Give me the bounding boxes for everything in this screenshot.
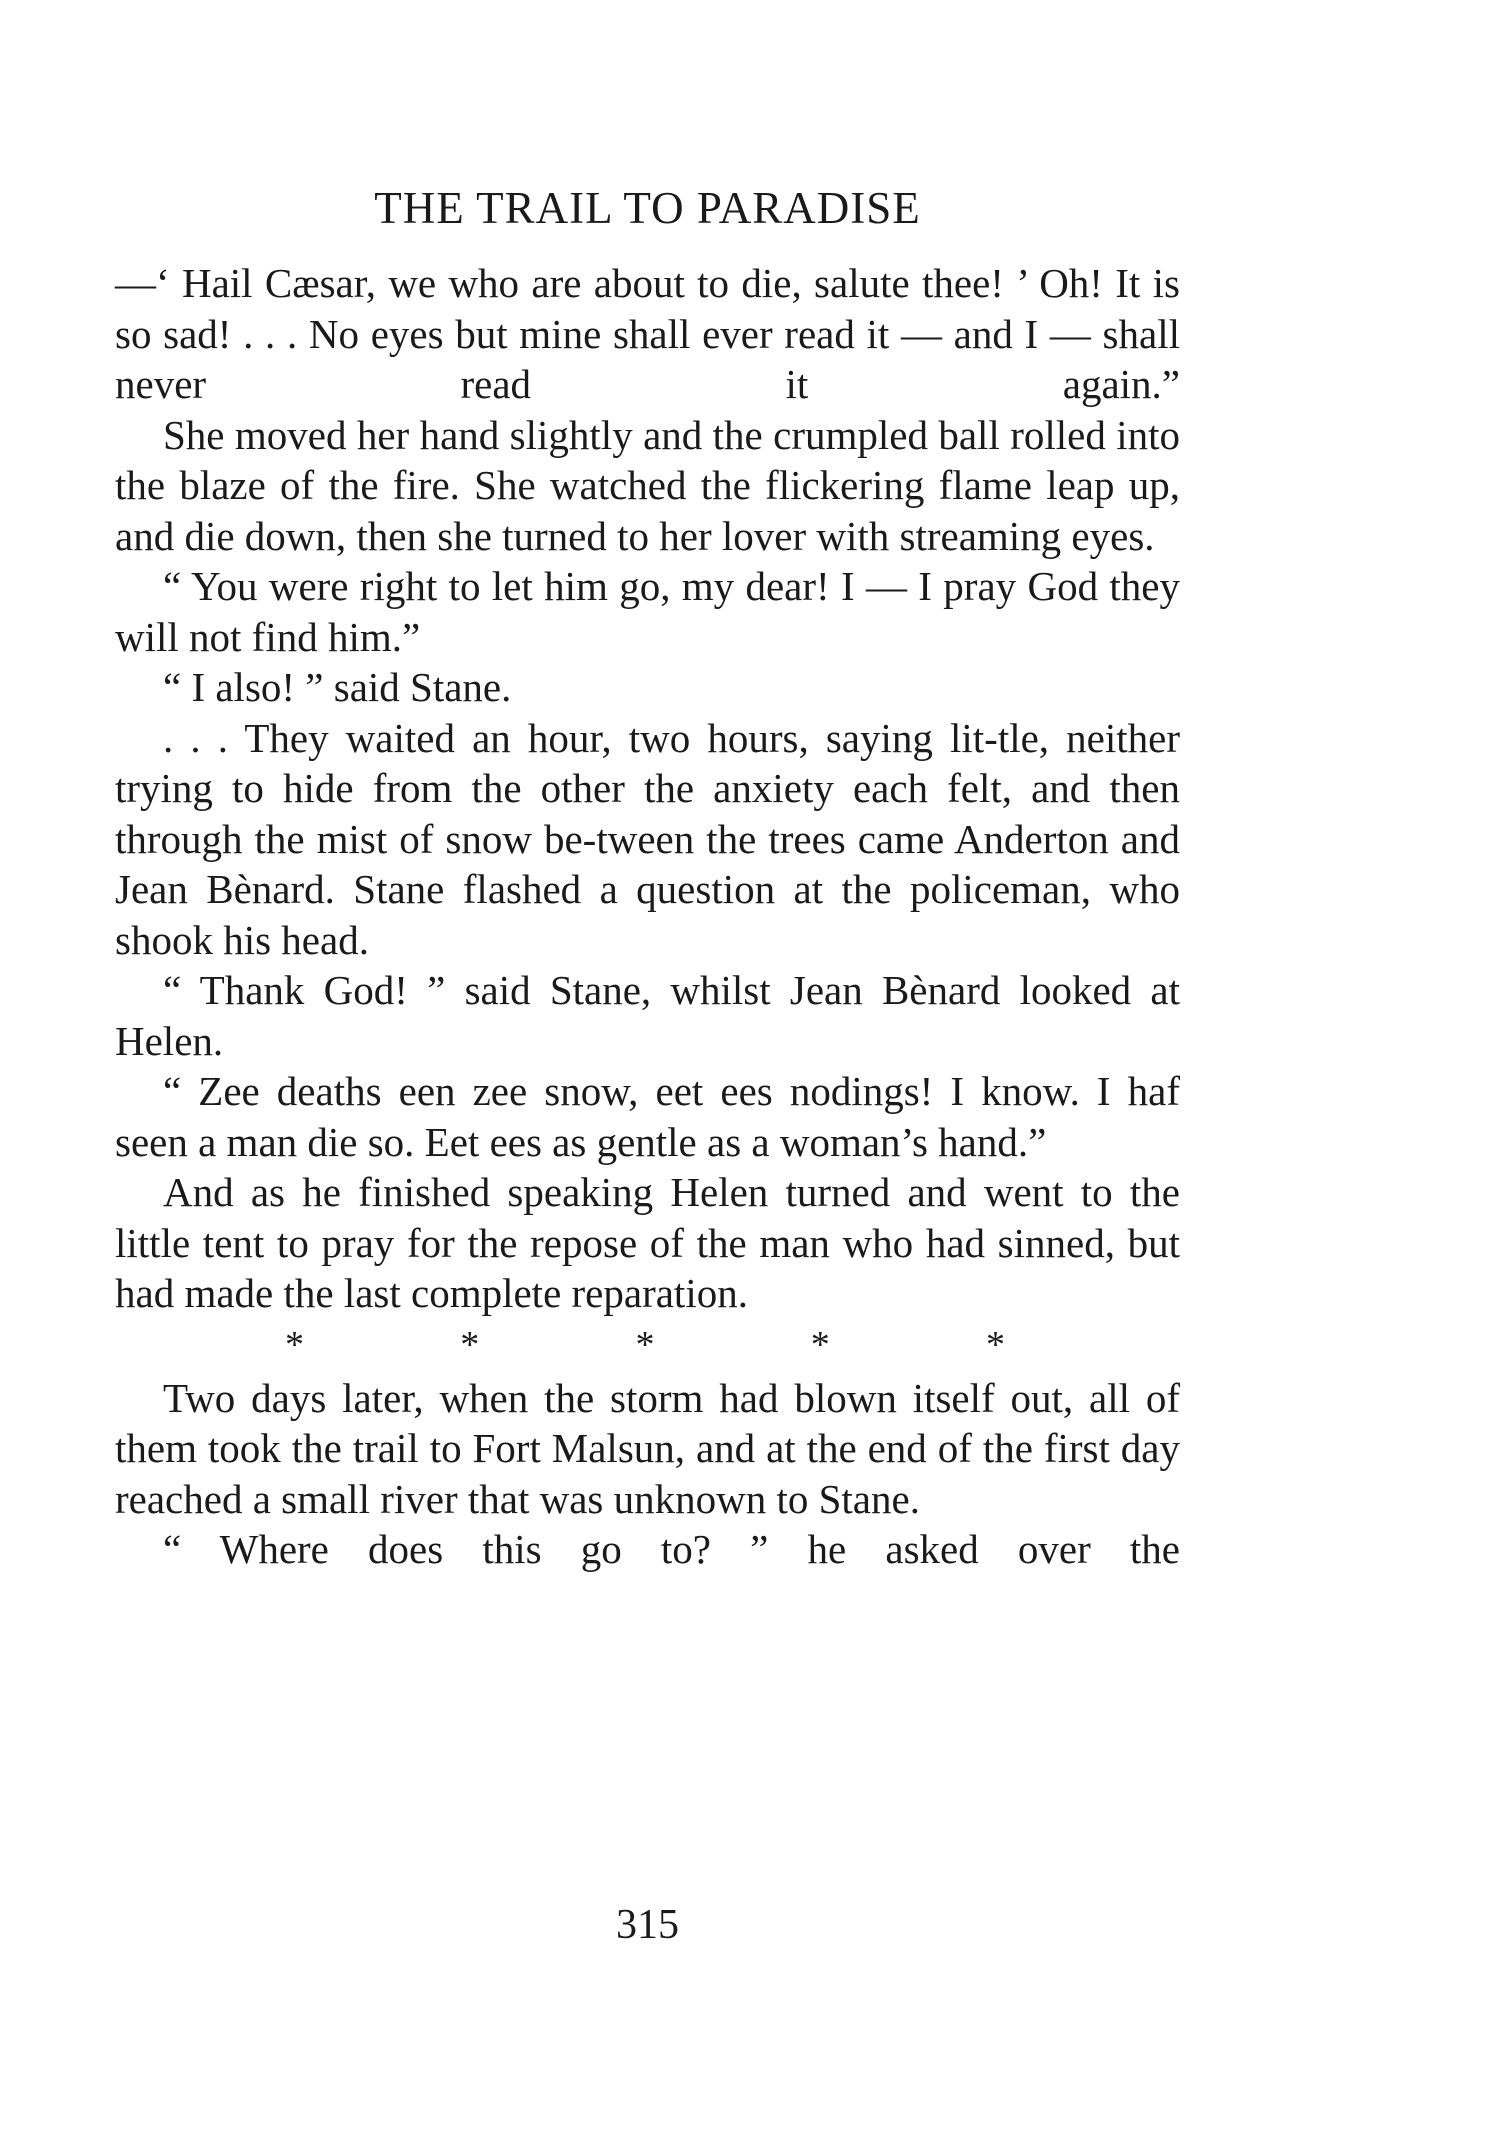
paragraph: “ Zee deaths een zee snow, eet ees nodings! I know. I haf seen a man die so. Eet ees as gentle as a woman’s hand.” [115,1068,1180,1165]
paragraph: And as he finished speaking Helen turned and went to the little tent to pray for the repose of the man who had sinned, but had made the last complete reparation. [115,1169,1180,1316]
paragraph: “ Where does this go to? ” he asked over the [163,1526,1180,1572]
paragraph: Two days later, when the storm had blown itself out, all of them took the trail to Fort Malsun, and at the end of the first day reached a small river that was unknown to Stane. [115,1374,1180,1522]
paragraph: “ Thank God! ” said Stane, whilst Jean Bènard looked at Helen. [115,967,1180,1064]
paragraph: “ You were right to let him go, my dear! I — I pray God they will not find him.” [115,563,1180,660]
section-break-star: * [285,1324,304,1367]
paragraph: She moved her hand slightly and the crumpled ball rolled into the blaze of the fire. She watched the flickering flame leap up, and die down, then she turned to her lover with streaming eyes. [115,411,1180,559]
paragraph: . . . They waited an hour, two hours, saying lit-tle, neither trying to hide from the other the anxiety each felt, and then through the mist of snow be-tween the trees came Anderton and Jean Bènard. Stane flashed a question at the policeman, who shook his head. [115,714,1180,963]
paragraph: “ I also! ” said Stane. [163,664,512,710]
body-text [115,258,1180,1575]
running-head: THE TRAIL TO PARADISE [374,183,921,233]
page-number: 315 [616,1902,679,1948]
section-break-star: * [810,1324,830,1367]
section-break-star: * [635,1324,655,1367]
paragraph: —‘ Hail Cæsar, we who are about to die, salute thee! ’ Oh! It is so sad! . . . No eyes but mine shall ever read it — and I — shall never read it again.” [115,260,1180,407]
section-break-star: * [986,1324,1005,1367]
section-break [115,1319,1180,1373]
section-break-star: * [460,1324,480,1367]
